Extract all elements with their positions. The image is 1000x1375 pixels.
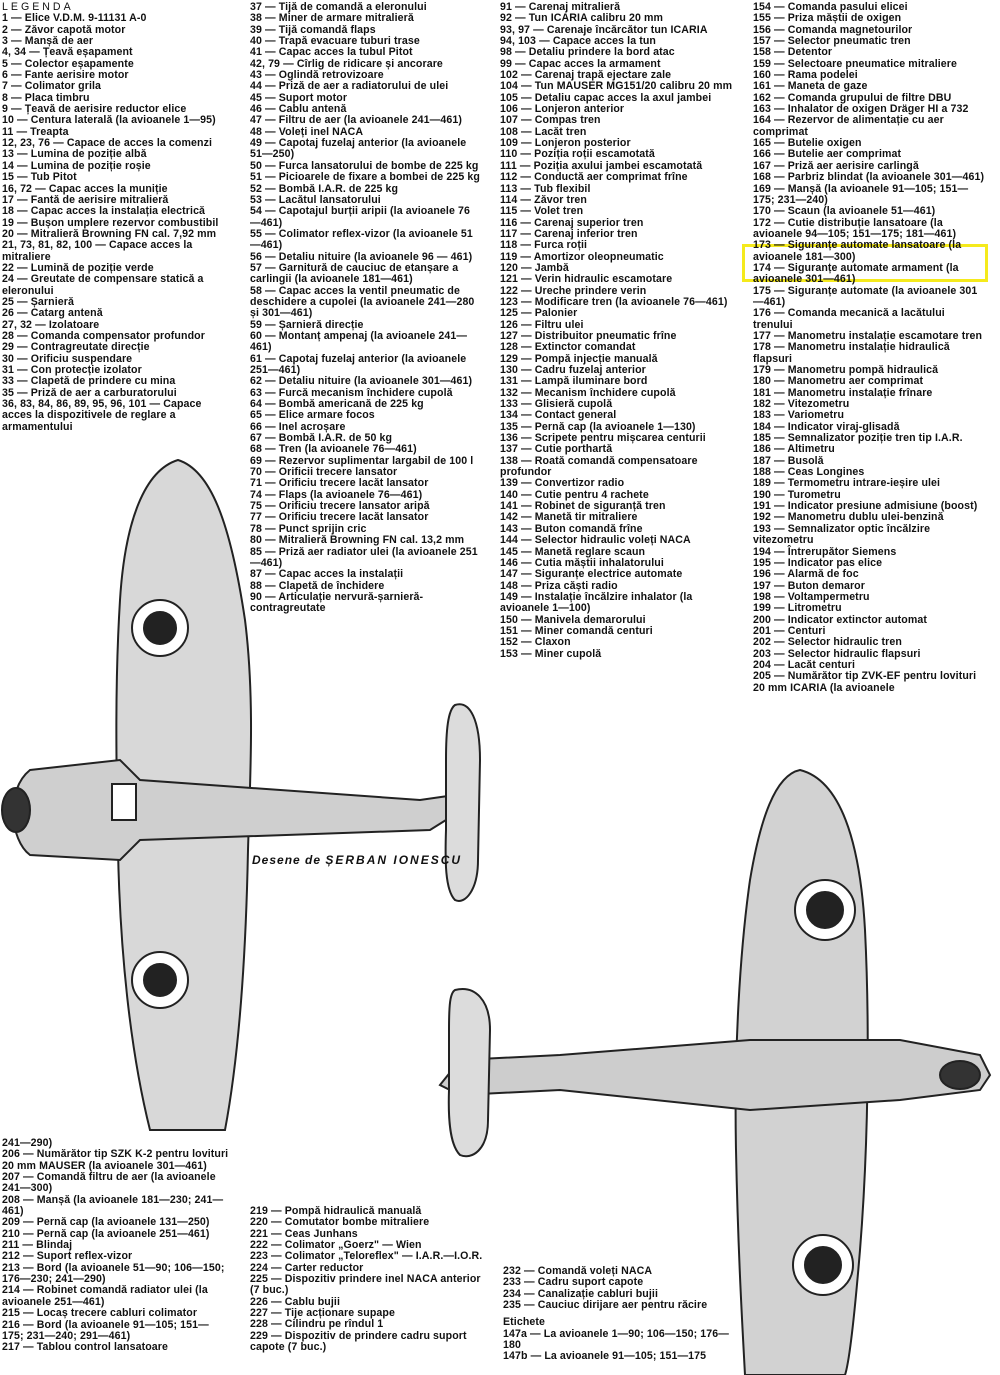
legend-item: 56 — Detaliu nituire (la avioanele 96 — 461) — [250, 250, 473, 263]
legend-item: 90 — Articulație nervură-șarnieră-contragreutate — [250, 590, 424, 615]
legend-item: 179 — Manometru pompă hidraulică — [753, 364, 939, 376]
legend-item: 159 — Selectoare pneumatice mitraliere — [753, 57, 957, 70]
legend-item: 128 — Extinctor comandat — [500, 341, 636, 354]
legend-item: 11 — Treapta — [2, 125, 69, 138]
legend-item: 213 — Bord (la avioanele 51—90; 106—150; 176—230; 241—290) — [2, 1261, 225, 1286]
legend-item: 228 — Cilindru pe rîndul 1 — [250, 1318, 384, 1331]
legend-item: 186 — Altimetru — [753, 443, 835, 456]
legend-item: 175 — Siguranțe automate (la avioanele 301—461) — [753, 284, 978, 308]
legend-item: 229 — Dispozitiv de prindere cadru suport capote (7 buc.) — [250, 1329, 467, 1354]
legend-item: 176 — Comanda mecanică a lacătului trenului — [753, 307, 945, 331]
legend-item: 53 — Lacătul lansatorului — [250, 193, 381, 206]
legend-item: 221 — Ceas Junhans — [250, 1227, 358, 1240]
legend-item: 68 — Tren (la avioanele 76—461) — [250, 443, 417, 456]
legend-column-bottom-2 — [250, 1206, 486, 1353]
legend-item: 123 — Modificare tren (la avioanele 76—461) — [500, 295, 728, 308]
legend-item: 25 — Șarnieră — [2, 295, 74, 308]
legend-item: 1 — Elice V.D.M. 9-11131 A-0 — [2, 12, 147, 25]
legend-item: 155 — Priza măștii de oxigen — [753, 12, 902, 25]
legend-item: 130 — Cadru fuzelaj anterior — [500, 364, 646, 376]
legend-item: 223 — Colimator „Teloreflex" — I.A.R.—I.O.R. — [250, 1250, 483, 1263]
legend-item: 99 — Capac acces la armament — [500, 57, 661, 70]
legend-item: 178 — Manometru instalație hidraulică flapsuri — [753, 341, 950, 365]
legend-item: 39 — Tijă comandă flaps — [250, 23, 376, 36]
legend-item: 195 — Indicator pas elice — [753, 556, 883, 569]
legend-item: 102 — Carenaj trapă ejectare zale — [500, 69, 672, 82]
legend-item: 3 — Manșă de aer — [2, 35, 94, 48]
legend-item: 80 — Mitralieră Browning FN cal. 13,2 mm — [250, 534, 465, 547]
legend-item: 201 — Centuri — [753, 624, 826, 637]
legend-item: 24 — Greutate de compensare statică a eleronului — [2, 273, 204, 297]
legend-item: 198 — Voltampermetru — [753, 590, 870, 603]
legend-item: 166 — Butelie aer comprimat — [753, 148, 902, 161]
legend-item: 55 — Colimator reflex-vizor (la avioanele 51—461) — [250, 227, 473, 252]
legend-item: 107 — Compas tren — [500, 114, 601, 127]
legend-item: 54 — Capotajul burții aripii (la avioanele 76—461) — [250, 205, 470, 229]
legend-item: 164 — Rezervor de alimentație cu aer comprimat — [753, 114, 944, 138]
legend-item: 117 — Carenaj inferior tren — [500, 227, 638, 240]
legend-item: 28 — Comanda compensator profundor — [2, 329, 205, 342]
legend-item: 184 — Indicator viraj-glisadă — [753, 420, 900, 433]
legend-item: 17 — Fantă de aerisire mitralieră — [2, 193, 169, 206]
legend-item: 41 — Capac acces la tubul Pitot — [250, 46, 413, 59]
legend-item: 35 — Priză de aer a carburatorului — [2, 386, 177, 399]
legend-item: 196 — Alarmă de foc — [753, 568, 859, 581]
legend-item: 129 — Pompă injecție manuală — [500, 352, 658, 365]
legend-item: 145 — Manetă reglare scaun — [500, 545, 646, 558]
legend-item: 111 — Poziția axului jambei escamotată — [500, 159, 703, 172]
legend-item: 115 — Volet tren — [500, 205, 584, 218]
legend-item: 207 — Comandă filtru de aer (la avioanele 241—300) — [2, 1171, 216, 1195]
legend-item: 61 — Capotaj fuzelaj anterior (la avioanele 251—461) — [250, 352, 467, 376]
legend-item: 30 — Orificiu suspendare — [2, 352, 133, 365]
legend-item: 180 — Manometru aer comprimat — [753, 375, 924, 388]
legend-item: 16, 72 — Capac acces la muniție — [2, 182, 168, 195]
labels-section — [503, 1317, 743, 1362]
legend-item: 153 — Miner cupolă — [500, 647, 602, 660]
legend-item: 59 — Șarnieră direcție — [250, 318, 364, 331]
legend-item: 58 — Capac acces la ventil pneumatic de deschidere a cupolei (la avioanele 241—280 și 301—461) — [250, 284, 475, 320]
legend-item: 74 — Flaps (la avioanele 76—461) — [250, 488, 423, 501]
legend-item: 158 — Detentor — [753, 46, 833, 59]
legend-item: 15 — Tub Pitot — [2, 171, 77, 184]
legend-item: 147b — La avioanele 91—105; 151—175 — [503, 1350, 707, 1363]
legend-item: 170 — Scaun (la avioanele 51—461) — [753, 205, 936, 218]
labels-title: Etichete — [503, 1316, 546, 1329]
legend-item: 162 — Comanda grupului de filtre DBU — [753, 91, 952, 104]
legend-item: 106 — Lonjeron anterior — [500, 103, 625, 116]
legend-item: 29 — Contragreutate direcție — [2, 341, 150, 354]
legend-item: 190 — Turometru — [753, 488, 841, 501]
legend-item: 181 — Manometru instalație frînare — [753, 386, 933, 399]
drawing-credit — [252, 853, 462, 867]
legend-item: 141 — Robinet de siguranță tren — [500, 500, 666, 513]
legend-item: 187 — Busolă — [753, 454, 824, 467]
legend-item: 131 — Lampă iluminare bord — [500, 375, 648, 388]
legend-item: 177 — Manometru instalație escamotare tren — [753, 329, 983, 342]
legend-item: 227 — Tije acționare supape — [250, 1307, 395, 1320]
legend-item: 192 — Manometru dublu ulei-benzină — [753, 511, 944, 524]
legend-item: 148 — Priza căști radio — [500, 579, 618, 592]
legend-item: 120 — Jambă — [500, 261, 569, 274]
legend-column-bottom-1 — [2, 1138, 230, 1354]
legend-item: 60 — Montanț ampenaj (la avioanele 241—461) — [250, 329, 468, 354]
legend-item: 233 — Cadru suport capote — [503, 1276, 644, 1289]
legend-item: 18 — Capac acces la instalația electrică — [2, 205, 206, 218]
legend-item: 125 — Palonier — [500, 307, 578, 320]
credit-prefix: Desene de — [252, 853, 322, 867]
legend-item: 210 — Pernă cap (la avioanele 251—461) — [2, 1227, 210, 1240]
legend-item: 194 — Întrerupător Siemens — [753, 545, 897, 558]
legend-item: 110 — Poziția roții escamotată — [500, 148, 655, 161]
legend-item: 12, 23, 76 — Capace de acces la comenzi — [2, 137, 213, 150]
legend-item: 211 — Blindaj — [2, 1239, 73, 1252]
legend-item: 173 — Siguranțe automate lansatoare (la avioanele 181—300) — [753, 239, 962, 263]
legend-item: 160 — Rama podelei — [753, 69, 858, 82]
credit-name: ȘERBAN IONESCU — [325, 853, 463, 867]
legend-item: 165 — Butelie oxigen — [753, 137, 862, 150]
legend-item: 126 — Filtru ulei — [500, 318, 584, 331]
legend-item: 217 — Tablou control lansatoare — [2, 1341, 168, 1354]
legend-item: 70 — Orificii trecere lansator — [250, 466, 398, 479]
legend-item: 88 — Clapetă de închidere — [250, 579, 385, 592]
legend-item: 112 — Conductă aer comprimat frîne — [500, 171, 688, 184]
legend-item: 47 — Filtru de aer (la avioanele 241—461) — [250, 114, 462, 127]
legend-item: 104 — Tun MAUSER MG151/20 calibru 20 mm — [500, 80, 733, 93]
legend-item: 209 — Pernă cap (la avioanele 131—250) — [2, 1216, 210, 1229]
legend-item: 26 — Catarg antenă — [2, 307, 103, 320]
legend-item: 149 — Instalație încălzire inhalator (la avioanele 1—100) — [500, 590, 693, 615]
legend-item: 241—290) — [2, 1137, 53, 1149]
legend-item: 202 — Selector hidraulic tren — [753, 636, 902, 649]
legend-item: 113 — Tub flexibil — [500, 182, 591, 195]
legend-item: 137 — Cutie porthartă — [500, 443, 613, 456]
legend-item: 197 — Buton demaror — [753, 579, 865, 592]
legend-item: 224 — Carter reductor — [250, 1261, 364, 1274]
legend-item: 36, 83, 84, 86, 89, 95, 96, 101 — Capace acces la dispozitivele de reglare a armamentului — [2, 398, 202, 433]
legend-item: 10 — Centura laterală (la avioanele 1—95) — [2, 114, 216, 127]
legend-item: 212 — Suport reflex-vizor — [2, 1250, 133, 1263]
legend-item: 127 — Distribuitor pneumatic frîne — [500, 329, 677, 342]
legend-item: 62 — Detaliu nituire (la avioanele 301—461) — [250, 375, 473, 388]
legend-item: 146 — Cutia măștii inhalatorului — [500, 556, 664, 569]
legend-item: 235 — Cauciuc dirijare aer pentru răcire — [503, 1299, 708, 1312]
legend-item: 92 — Tun ICARIA calibru 20 mm — [500, 12, 664, 25]
legend-item: 214 — Robinet comandă radiator ulei (la avioanele 251—461) — [2, 1284, 208, 1308]
legend-column-4 — [753, 2, 985, 694]
legend-item: 91 — Carenaj mitralieră — [500, 1, 621, 13]
legend-item: 119 — Amortizor oleopneumatic — [500, 250, 664, 263]
legend-item: 85 — Priză aer radiator ulei (la avioanele 251—461) — [250, 545, 478, 569]
legend-item: 49 — Capotaj fuzelaj anterior (la avioanele 51—250) — [250, 137, 467, 161]
legend-item: 161 — Maneta de gaze — [753, 80, 868, 93]
legend-column-1 — [2, 2, 230, 433]
legend-item: 136 — Scripete pentru mișcarea centurii — [500, 432, 706, 445]
legend-item: 219 — Pompă hidraulică manuală — [250, 1205, 422, 1217]
legend-item: 13 — Lumina de poziție albă — [2, 148, 147, 161]
legend-item: 75 — Orificiu trecere lansator aripă — [250, 500, 430, 513]
legend-item: 139 — Convertizor radio — [500, 477, 625, 490]
legend-item: 182 — Vitezometru — [753, 398, 850, 411]
legend-item: 188 — Ceas Longines — [753, 466, 865, 479]
legend-item: 63 — Furcă mecanism închidere cupolă — [250, 386, 453, 399]
legend-item: 200 — Indicator extinctor automat — [753, 613, 928, 626]
legend-item: 168 — Parbriz blindat (la avioanele 301—461) — [753, 171, 985, 184]
legend-item: 234 — Canalizație cabluri bujii — [503, 1287, 658, 1300]
legend-item: 21, 73, 81, 82, 100 — Capace acces la mitraliere — [2, 239, 193, 263]
legend-item: 51 — Picioarele de fixare a bombei de 225 kg — [250, 171, 480, 184]
legend-item: 206 — Numărător tip SZK K-2 pentru lovituri 20 mm MAUSER (la avioanele 301—461) — [2, 1148, 229, 1172]
legend-item: 40 — Trapă evacuare tuburi trase — [250, 35, 420, 48]
legend-item: 9 — Țeavă de aerisire reductor elice — [2, 103, 187, 116]
legend-item: 38 — Miner de armare mitralieră — [250, 12, 414, 25]
legend-item: 6 — Fante aerisire motor — [2, 69, 129, 82]
legend-item: 118 — Furca roții — [500, 239, 588, 252]
legend-item: 232 — Comandă voleți NACA — [503, 1265, 653, 1277]
legend-item: 134 — Contact general — [500, 409, 617, 422]
legend-column-3 — [500, 2, 736, 660]
legend-item: 154 — Comanda pasului elicei — [753, 1, 908, 13]
legend-item: 150 — Manivela demarorului — [500, 613, 646, 626]
legend-item: 204 — Lacăt centuri — [753, 658, 855, 671]
legend-item: 215 — Locaș trecere cabluri colimator — [2, 1307, 198, 1320]
legend-item: 191 — Indicator presiune admisiune (boost) — [753, 500, 978, 513]
legend-item: 205 — Numărător tip ZVK-EF pentru lovituri 20 mm ICARIA (la avioanele — [753, 670, 977, 694]
legend-item: 152 — Claxon — [500, 636, 571, 649]
legend-item: 48 — Voleți inel NACA — [250, 125, 364, 138]
legend-item: 94, 103 — Capace acces la tun — [500, 35, 657, 48]
legend-item: 42, 79 — Cîrlig de ridicare și ancorare — [250, 57, 443, 70]
legend-title: LEGENDA — [2, 1, 74, 13]
legend-item: 4, 34 — Țeavă eșapament — [2, 46, 133, 59]
legend-item: 121 — Verin hidraulic escamotare — [500, 273, 673, 286]
legend-item: 144 — Selector hidraulic voleți NACA — [500, 534, 691, 547]
legend-item: 114 — Zăvor tren — [500, 193, 587, 206]
legend-item: 8 — Placa timbru — [2, 91, 90, 104]
legend-item: 67 — Bombă I.A.R. de 50 kg — [250, 432, 393, 445]
legend-item: 45 — Suport motor — [250, 91, 348, 104]
legend-item: 98 — Detaliu prindere la bord atac — [500, 46, 675, 59]
legend-item: 169 — Manșă (la avioanele 91—105; 151—175; 231—240) — [753, 182, 969, 206]
legend-column-2 — [250, 2, 480, 615]
legend-item: 27, 32 — Izolatoare — [2, 318, 100, 331]
legend-item: 122 — Ureche prindere verin — [500, 284, 647, 297]
legend-item: 132 — Mecanism închidere cupolă — [500, 386, 676, 399]
legend-item: 147 — Siguranțe electrice automate — [500, 568, 683, 581]
legend-item: 142 — Manetă tir mitraliere — [500, 511, 638, 524]
legend-item: 57 — Garnitură de cauciuc de etanșare a carlingii (la avioanele 181—461) — [250, 261, 459, 286]
legend-item: 22 — Lumină de poziție verde — [2, 261, 154, 274]
legend-item: 105 — Detaliu capac acces la axul jambei — [500, 91, 712, 104]
legend-item: 2 — Zăvor capotă motor — [2, 23, 126, 36]
legend-column-bottom-3 — [503, 1266, 743, 1363]
legend-item: 93, 97 — Carenaje încărcător tun ICARIA — [500, 23, 708, 36]
legend-item: 185 — Semnalizator poziție tren tip I.A.R. — [753, 432, 963, 445]
legend-item: 151 — Miner comandă centuri — [500, 624, 653, 637]
legend-item: 157 — Selector pneumatic tren — [753, 35, 911, 48]
legend-item: 64 — Bombă americană de 225 kg — [250, 398, 424, 411]
legend-item: 203 — Selector hidraulic flapsuri — [753, 647, 921, 660]
legend-item: 140 — Cutie pentru 4 rachete — [500, 488, 649, 501]
legend-item: 116 — Carenaj superior tren — [500, 216, 644, 229]
legend-item: 19 — Bușon umplere rezervor combustibil — [2, 216, 219, 229]
legend-item: 87 — Capac acces la instalații — [250, 568, 404, 581]
legend-item: 208 — Manșă (la avioanele 181—230; 241—461) — [2, 1193, 224, 1218]
legend-item: 143 — Buton comandă frîne — [500, 522, 643, 535]
legend-item: 5 — Colector eșapamente — [2, 57, 134, 70]
legend-item: 216 — Bord (la avioanele 91—105; 151—175; 231—240; 291—461) — [2, 1318, 209, 1342]
legend-item: 199 — Litrometru — [753, 602, 842, 615]
legend-item: 174 — Siguranțe automate armament (la avioanele 301—461) — [753, 261, 959, 286]
legend-item: 78 — Punct sprijin cric — [250, 522, 367, 535]
legend-item: 109 — Lonjeron posterior — [500, 137, 631, 150]
legend-item: 220 — Comutator bombe mitraliere — [250, 1216, 430, 1229]
legend-item: 108 — Lacăt tren — [500, 125, 587, 138]
legend-item: 193 — Semnalizator optic încălzire vitezometru — [753, 522, 931, 547]
legend-item: 14 — Lumina de poziție roșie — [2, 159, 151, 172]
legend-item: 222 — Colimator „Goerz" — Wien — [250, 1239, 422, 1252]
legend-item: 183 — Variometru — [753, 409, 845, 422]
legend-item: 138 — Roată comandă compensatoare profundor — [500, 454, 698, 479]
legend-item: 7 — Colimator grila — [2, 80, 102, 93]
legend-item: 37 — Tijă de comandă a eleronului — [250, 1, 427, 13]
legend-item: 69 — Rezervor suplimentar largabil de 100 l — [250, 454, 474, 467]
legend-item: 135 — Pernă cap (la avioanele 1—130) — [500, 420, 696, 433]
legend-item: 226 — Cablu bujii — [250, 1295, 340, 1308]
legend-item: 33 — Clapetă de prindere cu mina — [2, 375, 176, 388]
legend-item: 20 — Mitralieră Browning FN cal. 7,92 mm — [2, 227, 217, 240]
legend-item: 163 — Inhalator de oxigen Dräger HI a 732 — [753, 103, 969, 116]
legend-item: 147a — La avioanele 1—90; 106—150; 176—180 — [503, 1327, 729, 1352]
legend-item: 43 — Oglindă retrovizoare — [250, 69, 384, 82]
legend-item: 31 — Con protecție izolator — [2, 364, 142, 376]
legend-item: 52 — Bombă I.A.R. de 225 kg — [250, 182, 399, 195]
legend-item: 133 — Glisieră cupolă — [500, 398, 613, 411]
legend-item: 189 — Termometru intrare-ieșire ulei — [753, 477, 941, 490]
legend-item: 65 — Elice armare focos — [250, 409, 375, 422]
legend-item: 156 — Comanda magnetourilor — [753, 23, 913, 36]
legend-item: 71 — Orificiu trecere lacăt lansator — [250, 477, 429, 490]
legend-item: 225 — Dispozitiv prindere inel NACA anterior (7 buc.) — [250, 1273, 481, 1297]
legend-item: 167 — Priză aer aerisire carlingă — [753, 159, 919, 172]
legend-item: 172 — Cutie distribuție lansatoare (la avioanele 94—105; 151—175; 181—461) — [753, 216, 957, 240]
legend-item: 44 — Priză de aer a radiatorului de ulei — [250, 80, 449, 93]
legend-item: 46 — Cablu antenă — [250, 103, 347, 116]
legend-item: 77 — Orificiu trecere lacăt lansator — [250, 511, 429, 524]
legend-item: 50 — Furca lansatorului de bombe de 225 kg — [250, 159, 479, 172]
legend-item: 66 — Inel acroșare — [250, 420, 346, 433]
